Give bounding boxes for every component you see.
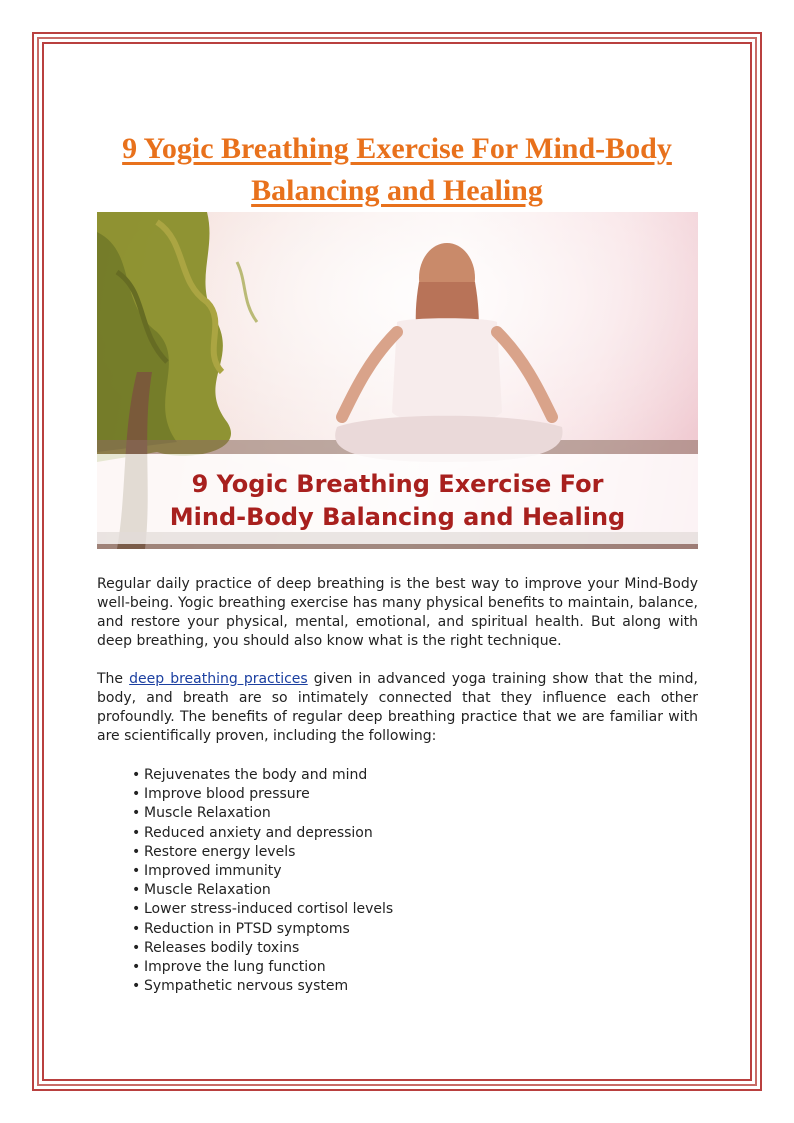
benefits-list	[131, 766, 393, 996]
hero-banner-line-2: Mind-Body Balancing and Healing	[169, 503, 626, 531]
list-item: • Muscle Relaxation	[131, 804, 393, 823]
list-item: • Improve the lung function	[131, 958, 393, 977]
benefits-intro-paragraph	[97, 670, 698, 746]
list-item: • Restore energy levels	[131, 843, 393, 862]
list-item: • Reduction in PTSD symptoms	[131, 920, 393, 939]
page-title: 9 Yogic Breathing Exercise For Mind-Body Balancing and Healing	[122, 132, 672, 207]
paragraph-suffix: given in advanced yoga training show that the mind, body, and breath are so intimately connected that they influence each other profoundly. The benefits of regular deep breathing practice that we are familiar with are scientifically proven, including the following:	[97, 671, 698, 744]
intro-paragraph: Regular daily practice of deep breathing is the best way to improve your Mind-Body well-being. Yogic breathing exercise has many physical benefits to maintain, balance, and restore your physical, mental, emotional, and spiritual health. But along with deep breathing, you should also know what is the right technique.	[97, 576, 698, 649]
list-item: • Lower stress-induced cortisol levels	[131, 900, 393, 919]
list-item: • Sympathetic nervous system	[131, 977, 393, 996]
list-item: • Improve blood pressure	[131, 785, 393, 804]
list-item: • Rejuvenates the body and mind	[131, 766, 393, 785]
paragraph-prefix: The	[97, 671, 130, 687]
list-item: • Releases bodily toxins	[131, 939, 393, 958]
list-item: • Improved immunity	[131, 862, 393, 881]
list-item: • Reduced anxiety and depression	[131, 824, 393, 843]
deep-breathing-practices-link[interactable]: deep breathing practices	[129, 671, 308, 687]
list-item: • Muscle Relaxation	[131, 881, 393, 900]
hero-banner-text	[97, 468, 698, 534]
hero-image	[97, 212, 698, 549]
hero-banner-line-1: 9 Yogic Breathing Exercise For	[191, 470, 604, 498]
